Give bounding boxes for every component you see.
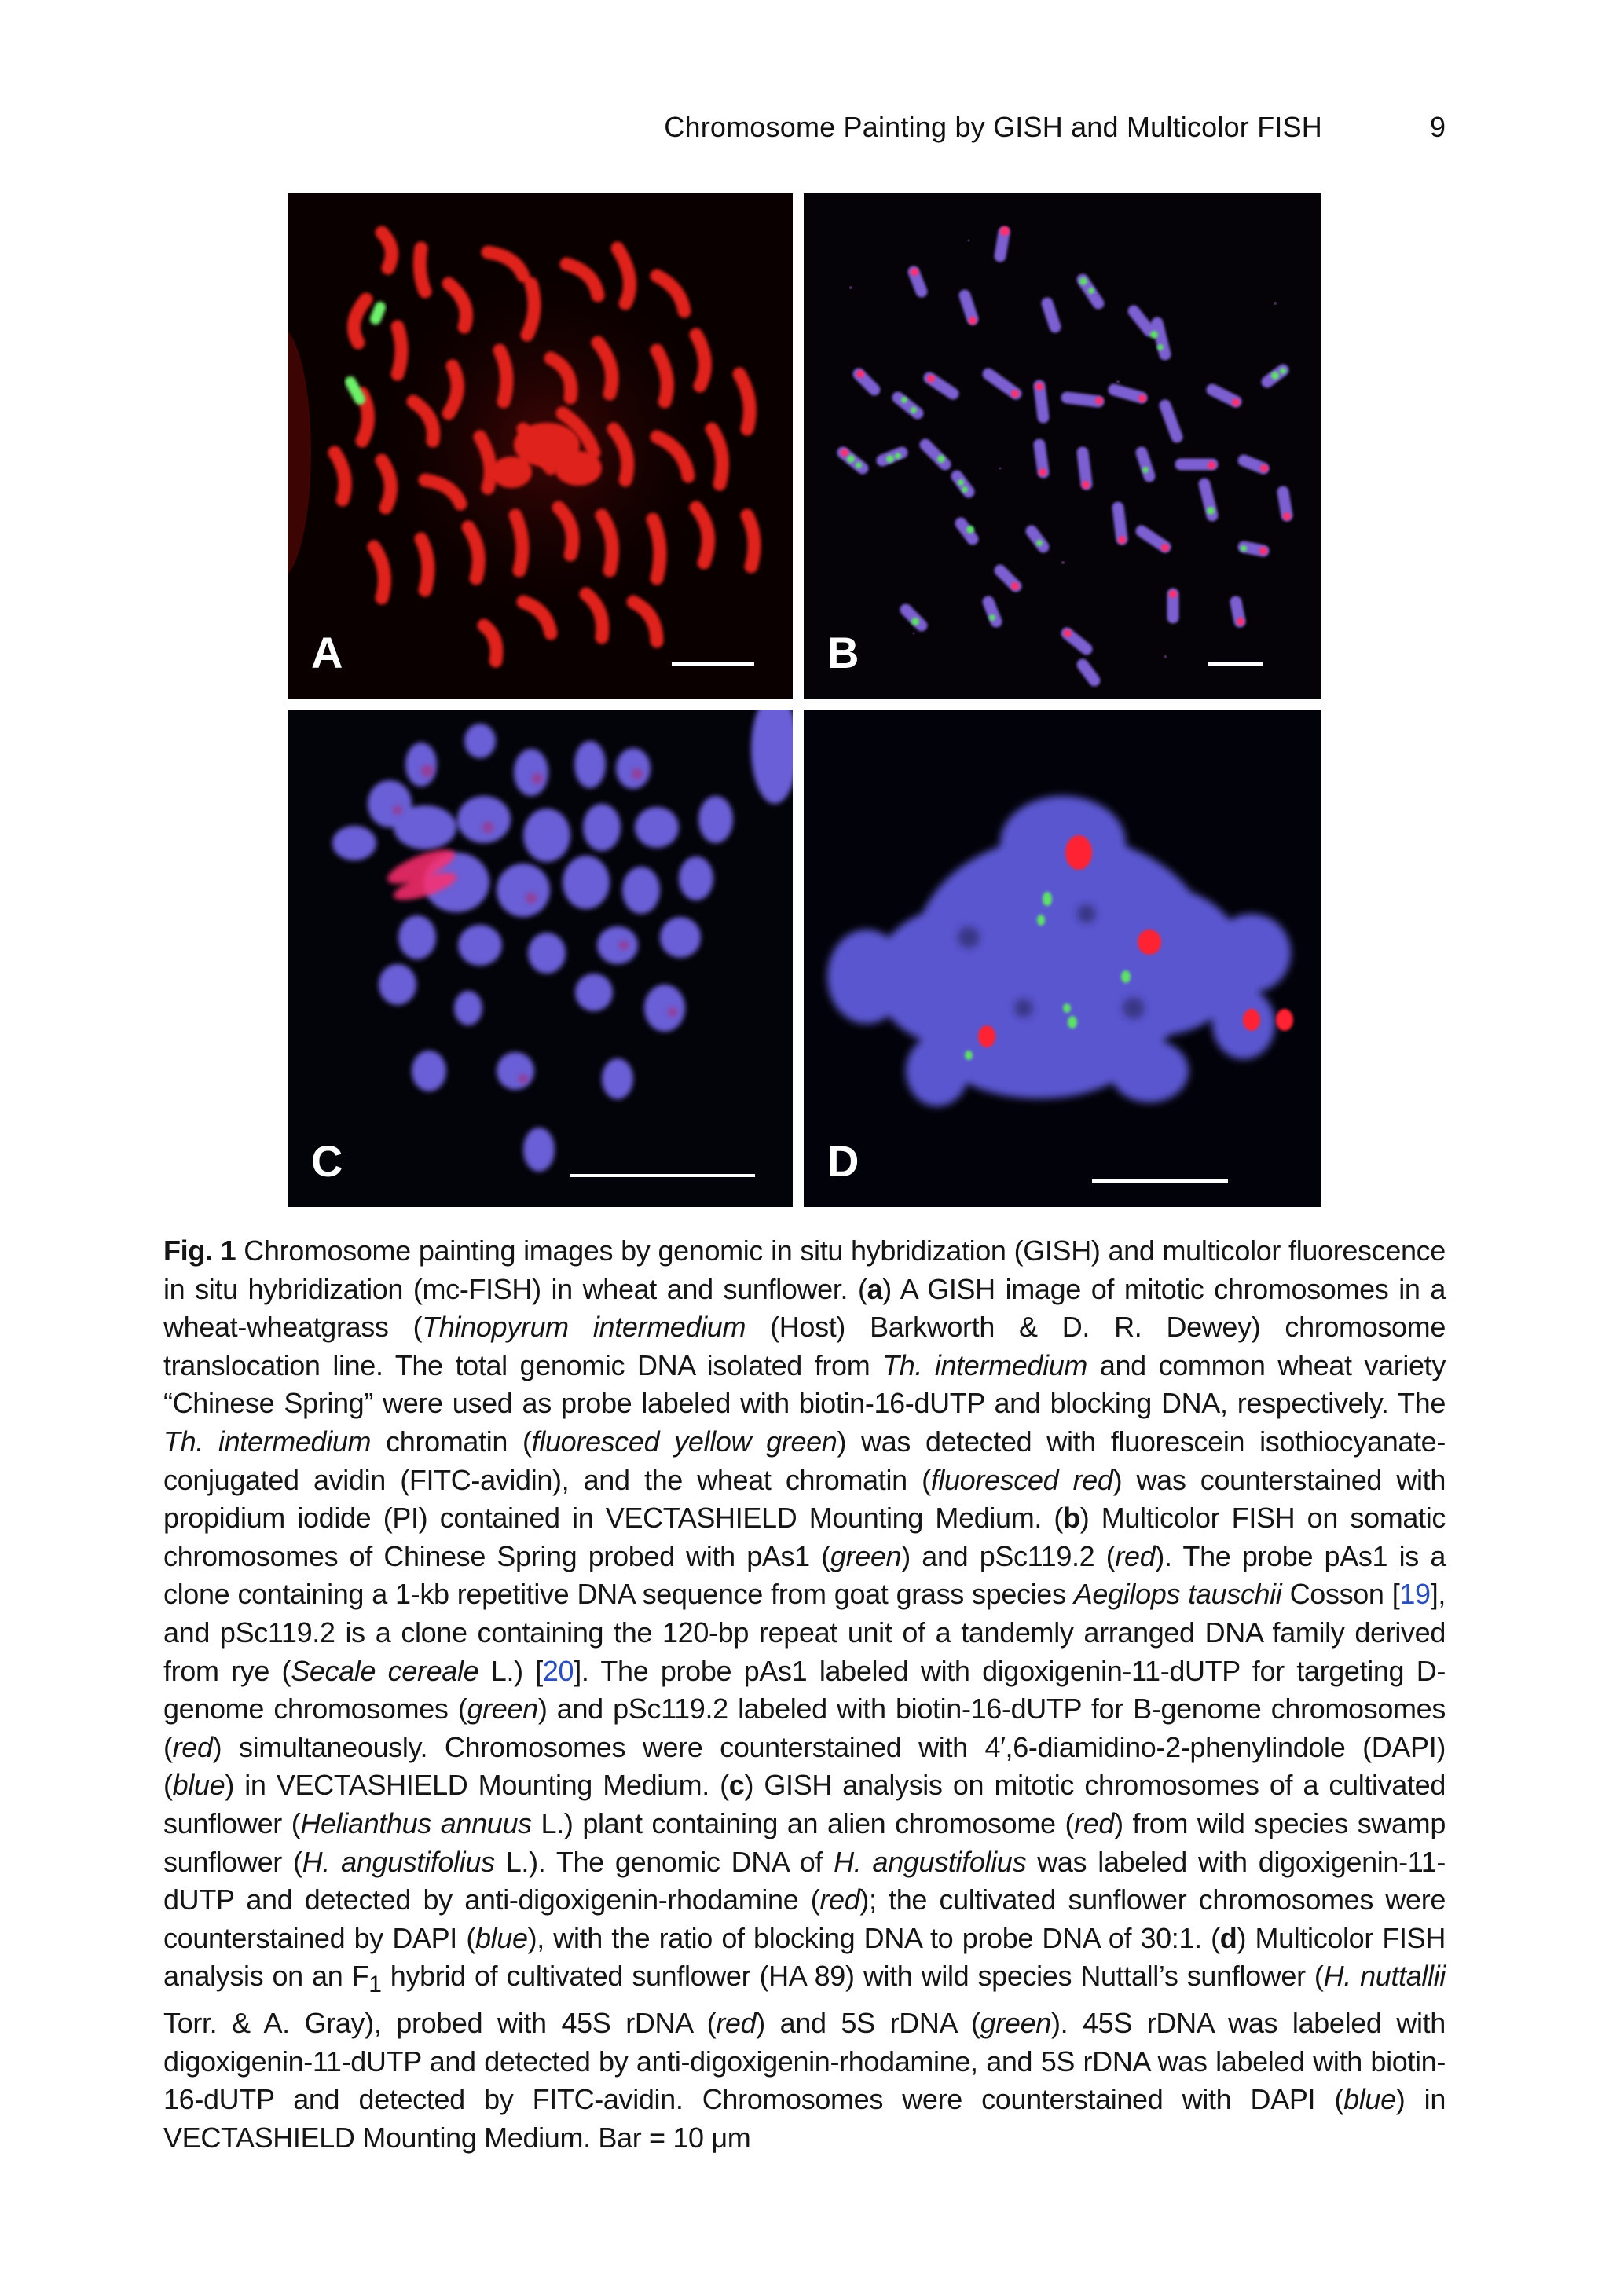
caption-text: (Host) Barkworth & D. R. Dewey) chromosome translocation line. The total genomic DNA isolated from xyxy=(163,1311,1446,1381)
panel-ref-a: a xyxy=(867,1272,883,1305)
caption-text: ) simultaneously. Chromosomes were counterstained with 4′,6-diamidino-2-phenylindole (DAPI) ( xyxy=(163,1730,1446,1802)
caption-text: ) in VECTASHIELD Mounting Medium. Bar = 10 μm xyxy=(163,2083,1446,2154)
caption-text: ) and 5S rDNA ( xyxy=(756,2007,980,2040)
caption-text: ], and pSc119.2 is a clone containing the 120-bp repeat unit of a tandemly arranged DNA family derived from rye ( xyxy=(163,1578,1446,1687)
figure-panel-d xyxy=(804,710,1321,1207)
caption-italic: Aegilops tauschii xyxy=(1073,1578,1282,1611)
caption-text: ]. The probe pAs1 labeled with digoxigenin-11-dUTP for targeting D-genome chromosomes ( xyxy=(163,1654,1446,1726)
citation-link-19[interactable]: 19 xyxy=(1399,1578,1431,1611)
caption-italic: Helianthus annuus xyxy=(300,1806,532,1839)
caption-text: ) Multicolor FISH on somatic chromosomes of Chinese Spring probed with pAs1 ( xyxy=(163,1502,1446,1572)
scale-bar xyxy=(1092,1179,1228,1183)
caption-italic: H. nuttallii xyxy=(1323,1960,1446,1993)
panel-label-c: C xyxy=(311,1136,343,1186)
caption-italic: green xyxy=(467,1693,538,1726)
caption-italic: red xyxy=(1115,1539,1156,1572)
caption-text: L.) [ xyxy=(478,1654,543,1687)
caption-paragraph xyxy=(163,1232,1446,2157)
caption-text: ). 45S rDNA was labeled with digoxigenin-11-dUTP and detected by anti-digoxigenin-rhodamine, and 5S rDNA was labeled with biotin-16-dUTP and detected by FITC-avidin. Chromosomes were counterstained with DAPI ( xyxy=(163,2007,1446,2116)
panel-d-micrograph xyxy=(804,710,1321,1207)
caption-text: ). The probe pAs1 is a clone containing a 1-kb repetitive DNA sequence from goat grass species xyxy=(163,1539,1446,1611)
caption-text: hybrid of cultivated sunflower (HA 89) with wild species Nuttall’s sunflower ( xyxy=(381,1960,1324,1993)
caption-text: ), with the ratio of blocking DNA to probe DNA of 30:1. ( xyxy=(527,1921,1220,1954)
caption-italic: Thinopyrum intermedium xyxy=(422,1311,746,1344)
caption-italic: red xyxy=(1074,1806,1115,1839)
panel-ref-b: b xyxy=(1063,1502,1080,1535)
caption-text: Cosson [ xyxy=(1281,1578,1400,1611)
caption-text: ) Multicolor FISH analysis on an F xyxy=(163,1921,1446,1993)
caption-italic: green xyxy=(980,2007,1051,2040)
caption-italic: blue xyxy=(1343,2083,1396,2116)
scale-bar xyxy=(1208,662,1263,666)
caption-text: ) and pSc119.2 ( xyxy=(901,1539,1116,1572)
scale-bar xyxy=(672,662,754,666)
caption-text: Chromosome painting images by genomic in situ hybridization (GISH) and multicolor fluorescence in situ hybridization (mc-FISH) in wheat and sunflower. ( xyxy=(163,1234,1446,1305)
caption-italic: red xyxy=(716,2007,757,2040)
panel-a-micrograph xyxy=(288,193,793,699)
caption-italic: H. angustifolius xyxy=(302,1845,495,1878)
running-title: Chromosome Painting by GISH and Multicolor FISH xyxy=(664,111,1322,143)
caption-italic: Secale cereale xyxy=(291,1654,479,1687)
caption-italic: red xyxy=(172,1730,213,1763)
caption-italic: blue xyxy=(172,1769,225,1802)
figure-panel-a xyxy=(288,193,793,699)
panel-ref-d: d xyxy=(1219,1921,1237,1954)
panel-ref-c: c xyxy=(728,1769,745,1802)
caption-italic: Th. intermedium xyxy=(882,1348,1088,1381)
panel-label-b: B xyxy=(827,628,859,677)
caption-text: ) A GISH image of mitotic chromosomes in a wheat-wheatgrass ( xyxy=(163,1272,1446,1344)
figure-panel-c xyxy=(288,710,793,1207)
panel-c-micrograph xyxy=(288,710,793,1207)
caption-text: and common wheat variety “Chinese Spring” were used as probe labeled with biotin-16-dUTP and blocking DNA, respectively. The xyxy=(163,1348,1446,1420)
caption-text: ) was detected with fluorescein isothiocyanate-conjugated avidin (FITC-avidin), and the wheat chromatin ( xyxy=(163,1425,1446,1496)
figure-caption xyxy=(163,1232,1446,2157)
caption-text: ) GISH analysis on mitotic chromosomes of a cultivated sunflower ( xyxy=(163,1769,1446,1839)
panel-label-d: D xyxy=(827,1136,859,1186)
figure-1 xyxy=(288,193,1321,1207)
caption-text: ) in VECTASHIELD Mounting Medium. ( xyxy=(225,1769,729,1802)
running-head xyxy=(0,110,1609,149)
caption-text: Torr. & A. Gray), probed with 45S rDNA ( xyxy=(163,2007,717,2040)
caption-text: chromatin ( xyxy=(371,1425,532,1458)
panel-label-a: A xyxy=(311,628,343,677)
caption-italic: H. angustifolius xyxy=(834,1845,1027,1878)
caption-text: ) and pSc119.2 labeled with biotin-16-dUTP for B-genome chromosomes ( xyxy=(163,1693,1446,1763)
caption-text: ); the cultivated sunflower chromosomes were counterstained by DAPI ( xyxy=(163,1883,1446,1954)
caption-italic: red xyxy=(819,1883,860,1916)
citation-link-20[interactable]: 20 xyxy=(542,1654,574,1687)
figure-panel-b xyxy=(804,193,1321,699)
caption-text: ) was counterstained with propidium iodide (PI) contained in VECTASHIELD Mounting Medium. ( xyxy=(163,1463,1446,1535)
caption-italic: fluoresced yellow green xyxy=(531,1425,837,1458)
caption-text: was labeled with digoxigenin-11-dUTP and detected by anti-digoxigenin-rhodamine ( xyxy=(163,1845,1446,1916)
caption-italic: fluoresced red xyxy=(930,1463,1113,1496)
page-number: 9 xyxy=(1429,111,1446,143)
caption-italic: Th. intermedium xyxy=(163,1425,372,1458)
subscript: 1 xyxy=(368,1971,382,1998)
caption-italic: blue xyxy=(475,1921,528,1954)
caption-text: ) from wild species swamp sunflower ( xyxy=(163,1806,1446,1878)
panel-b-micrograph xyxy=(804,193,1321,699)
caption-text: L.) plant containing an alien chromosome ( xyxy=(531,1806,1075,1839)
figure-label: Fig. 1 xyxy=(163,1234,236,1267)
scale-bar xyxy=(570,1174,755,1177)
caption-text: L.). The genomic DNA of xyxy=(494,1845,834,1878)
caption-italic: green xyxy=(830,1539,902,1572)
